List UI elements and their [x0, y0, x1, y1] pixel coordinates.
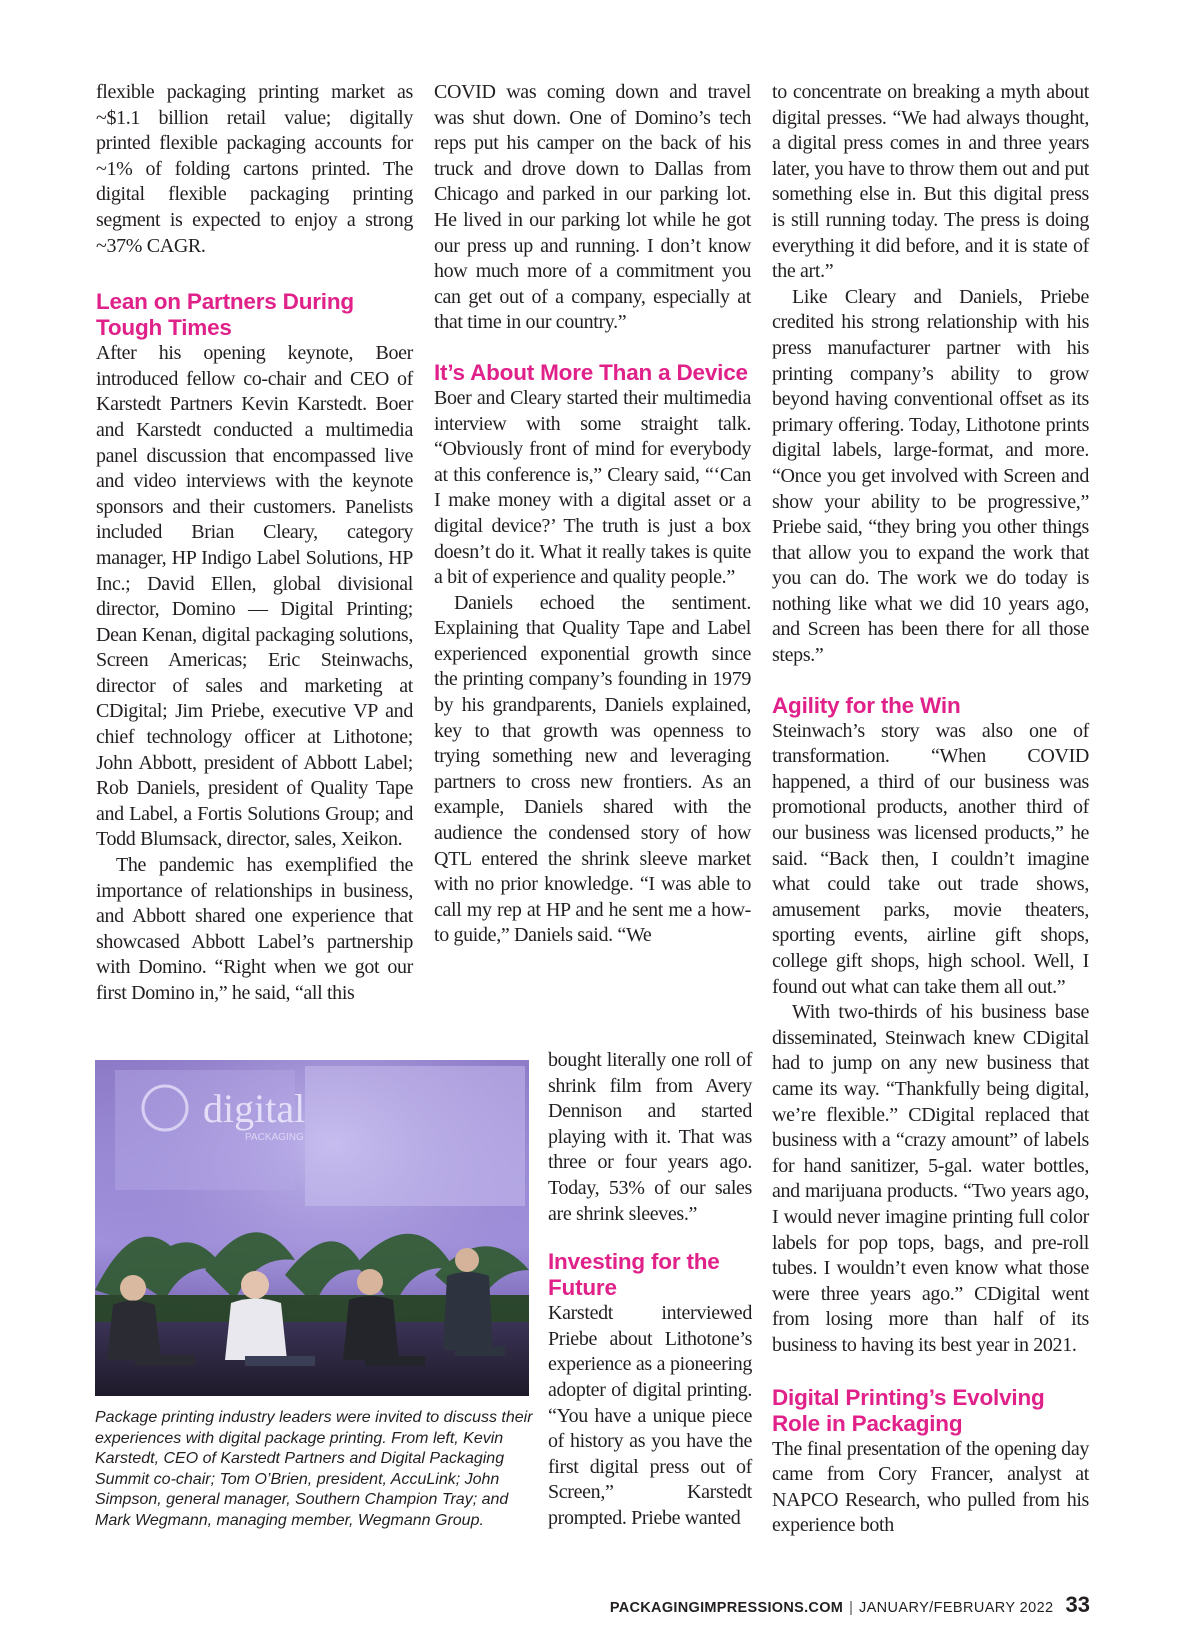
- footer-site: PACKAGINGIMPRESSIONS.COM: [609, 1600, 844, 1616]
- subhead-lean-on-partners: Lean on Partners During Tough Times: [96, 289, 354, 341]
- page-footer: [610, 1592, 1090, 1618]
- body-paragraph: to concentrate on breaking a myth about digital presses. “We had always thought, a digital press comes in and three years later, you have to throw them out and put something else in. But this digital press is still running today. The press is doing everything it did before, and it is state of the art.”: [772, 81, 1089, 283]
- photo-illustration: [95, 1060, 529, 1396]
- body-paragraph: bought literally one roll of shrink film from Avery Dennison and started playing with it. That was three or four years ago. Today, 53% of our sales are shrink sleeves.”: [548, 1049, 752, 1225]
- body-paragraph: Like Cleary and Daniels, Priebe credited his strong relationship with his press manufacturer partner with his printing company’s ability to grow beyond having conventional offset as its primary offering. Today, Lithotone prints digital labels, large-format, and more. “Once you get involved with Screen and show your ability to be progressive,” Priebe said, “they bring you other things that allow you to expand the work that you can do. The work we do today is nothing like what we did 10 years ago, and Screen has been there for all those steps.”: [772, 285, 1089, 667]
- body-paragraph: Karstedt interviewed Priebe about Lithotone’s experience as a pioneering adopter of digital printing. “You have a unique piece of history as you have the first digital press out of Screen,” Karstedt prompted. Priebe wanted: [548, 1302, 752, 1529]
- subhead-investing-future: Investing for the Future: [548, 1249, 720, 1301]
- screen-logo-text: digital: [203, 1086, 306, 1131]
- body-paragraph: The final presentation of the opening day came from Cory Francer, analyst at NAPCO Research, who pulled from his experience both: [772, 1437, 1089, 1537]
- body-paragraph: Boer and Cleary started their multimedia interview with some straight talk. “Obviously front of mind for everybody at this conference is,” Cleary said, “‘Can I make money with a digital asset or a digital device?’ The truth is just a box doesn’t do it. What it really takes is quite a bit of experience and quality people.”: [434, 386, 751, 589]
- article-column-2: [434, 80, 751, 949]
- subhead-agility-for-win: Agility for the Win: [772, 692, 961, 718]
- subhead-about-more-than-device: It’s About More Than a Device: [434, 359, 748, 385]
- body-paragraph: COVID was coming down and travel was shut down. One of Domino’s tech reps put his camper on the back of his truck and drove down to Dallas from Chicago and parked in our parking lot. He lived in our parking lot while he got our press up and running. I don’t know how much more of a commitment you can get out of a company, especially at that time in our country.”: [434, 81, 751, 334]
- subhead-digital-printing-evolving: Digital Printing’s Evolving Role in Packaging: [772, 1384, 1045, 1436]
- page-number: 33: [1065, 1592, 1090, 1617]
- body-paragraph: With two-thirds of his business base disseminated, Steinwach knew CDigital had to jump on any new business that came its way. “Thankfully being digital, we’re flexible.” CDigital replaced that business with a “crazy amount” of labels for hand sanitizer, 5-gal. water bottles, and marijuana products. “Two years ago, I would never imagine printing full color labels for pop tops, bags, and pre-roll tubes. I wouldn’t even know what those were three years ago.” CDigital went from losing more than half of its business to having its best year in 2021.: [772, 1001, 1089, 1356]
- article-column-3: [772, 80, 1089, 1539]
- body-paragraph: After his opening keynote, Boer introduced fellow co-chair and CEO of Karstedt Partners Kevin Karstedt. Boer and Karstedt conducted a multimedia panel discussion that encompassed live and video interviews with the keynote sponsors and their customers. Panelists included Brian Cleary, category manager, HP Indigo Label Solutions, HP Inc.; David Ellen, global divisional director, Domino — Digital Printing; Dean Kenan, digital packaging solutions, Screen Americas; Eric Steinwachs, director of sales and marketing at CDigital; Jim Priebe, executive VP and chief technology officer at Lithotone; John Abbott, president of Abbott Label; Rob Daniels, president of Quality Tape and Label, a Fortis Solutions Group; and Todd Blumsack, director, sales, Xeikon.: [96, 342, 413, 851]
- panel-discussion-photo: [95, 1060, 529, 1396]
- body-paragraph: Steinwach’s story was also one of transformation. “When COVID happened, a third of our business was promotional products, another third of our business was licensed products,” he said. “Back then, I couldn’t imagine what could take out trade shows, amusement parks, movie theaters, sporting events, airline gift shops, college gift shops, high school. Well, I found out what can take them all out.”: [772, 719, 1089, 998]
- screen-logo-subtext: PACKAGING: [245, 1132, 304, 1143]
- footer-issue-date: JANUARY/FEBRUARY 2022: [858, 1600, 1054, 1616]
- body-paragraph: The pandemic has exemplified the importance of relationships in business, and Abbott shared one experience that showcased Abbott Label’s partnership with Domino. “Right when we got our first Domino in,” he said, “all this: [96, 854, 413, 1004]
- article-column-1: [96, 80, 413, 1007]
- body-paragraph: flexible packaging printing market as ~$1.1 billion retail value; digitally printed flexible packaging accounts for ~1% of folding cartons printed. The digital flexible packaging printing segment is expected to enjoy a strong ~37% CAGR.: [96, 81, 413, 257]
- body-paragraph: Daniels echoed the sentiment. Explaining that Quality Tape and Label experienced exponential growth since the printing company’s founding in 1979 by his grandparents, Daniels explained, key to that growth was openness to trying something new and leveraging partners to cross new frontiers. As an example, Daniels shared with the audience the condensed story of how QTL entered the shrink sleeve market with no prior knowledge. “I was able to call my rep at HP and he sent me a how-to guide,” Daniels said. “We: [434, 591, 751, 947]
- photo-caption: Package printing industry leaders were invited to discuss their experiences with digital package printing. From left, Kevin Karstedt, CEO of Karstedt Partners and Digital Packaging Summit co-chair; Tom O’Brien, president, AccuLink; John Simpson, general manager, Southern Champion Tray; and Mark Wegmann, managing member, Wegmann Group.: [95, 1409, 533, 1529]
- article-column-2-narrow: [548, 1048, 752, 1532]
- footer-separator: |: [849, 1600, 853, 1616]
